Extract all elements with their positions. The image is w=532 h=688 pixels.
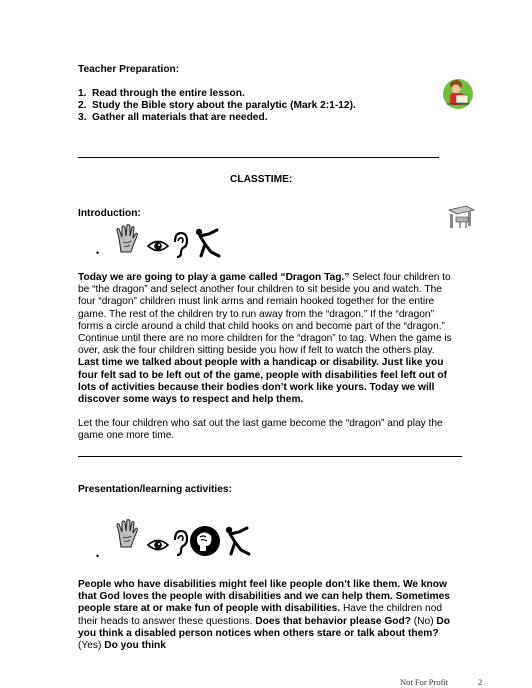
- eye-icon: [147, 238, 169, 254]
- ear-icon: [172, 530, 188, 556]
- prep-item-3-number: 3.: [78, 112, 87, 123]
- teacher-reading-icon: [442, 76, 474, 110]
- stretching-figure-icon: [223, 526, 251, 556]
- ear-icon: [172, 232, 188, 258]
- prep-item-2-number: 2.: [78, 100, 87, 111]
- intro-bold-start: Today we are going to play a game called “Dragon Tag.”: [78, 272, 350, 283]
- page-number: 2: [478, 677, 483, 687]
- divider-2: [78, 456, 462, 457]
- eye-icon: [147, 537, 169, 553]
- prep-item-1-text: Read through the entire lesson.: [92, 88, 245, 99]
- presentation-heading: Presentation/learning activities:: [78, 484, 232, 495]
- divider-1: [78, 157, 439, 158]
- presentation-sensory-icons: [115, 519, 265, 557]
- intro-sensory-icons: [115, 224, 235, 262]
- hand-icon: [115, 224, 139, 254]
- intro-paragraph-1: [78, 272, 454, 406]
- prep-item-1-number: 1.: [78, 88, 87, 99]
- intro-instructions: Select four children to be “the dragon” and select another four children to sit beside you and watch. The four “dragon” children must link arms and remain hooked together for the entire game. The rest of the children try to run away from the “dragon.” If the “dragon” forms a circle around a child that child hooks on and become part of the “dragon.” Continue until there are no more children for the “dragon” to tag. When the game is over, ask the four children sitting beside you how if felt to watch the others play.: [78, 272, 452, 357]
- hand-icon: [115, 519, 139, 549]
- prep-item-3-text: Gather all materials that are needed.: [92, 112, 268, 123]
- presentation-bold-3: Do you think a disabled person notices when others stare or talk about them?: [78, 615, 451, 639]
- stretching-figure-icon: [193, 228, 221, 258]
- prep-item-1: [78, 88, 245, 100]
- intro-paragraph-2: Let the four children who sat out the last game become the “dragon” and play the game one more time.: [78, 418, 443, 442]
- intro-bullet: •: [96, 248, 100, 258]
- presentation-plain-2: (No): [410, 615, 437, 627]
- prep-item-2-text: Study the Bible story about the paralytic (Mark 2:1-12).: [92, 100, 356, 111]
- classtime-heading: CLASSTIME:: [230, 174, 293, 185]
- introduction-heading: Introduction:: [78, 208, 141, 219]
- teacher-prep-heading: Teacher Preparation:: [78, 64, 180, 75]
- presentation-plain-3: (Yes): [78, 640, 105, 652]
- presentation-paragraph: [78, 579, 458, 652]
- footer-text: Not For Profit: [400, 677, 449, 687]
- presentation-bold-1: People who have disabilities might feel like people don’t like them. We know that God loves the people with disabilities and we can help them. Sometimes people stare at or make fun of people with disabilities.: [78, 579, 450, 615]
- presentation-bold-4: Do you think: [104, 640, 166, 652]
- presentation-plain-1: Have the children nod their heads to answer these questions.: [78, 603, 443, 627]
- presentation-bullet: •: [96, 551, 100, 561]
- school-desk-icon: [446, 204, 476, 230]
- presentation-bold-2: Does that behavior please God?: [255, 615, 411, 627]
- prep-item-3: [78, 112, 268, 124]
- intro-bold-end: Last time we talked about people with a handicap or disability. Just like you four felt sad to be left out of the game, people with disabilities feel left out of lots of activities because their bodies don’t work like yours. Today we will discover some ways to respect and help them.: [78, 357, 448, 406]
- prep-item-2: [78, 100, 356, 112]
- head-thinking-icon: [189, 525, 221, 557]
